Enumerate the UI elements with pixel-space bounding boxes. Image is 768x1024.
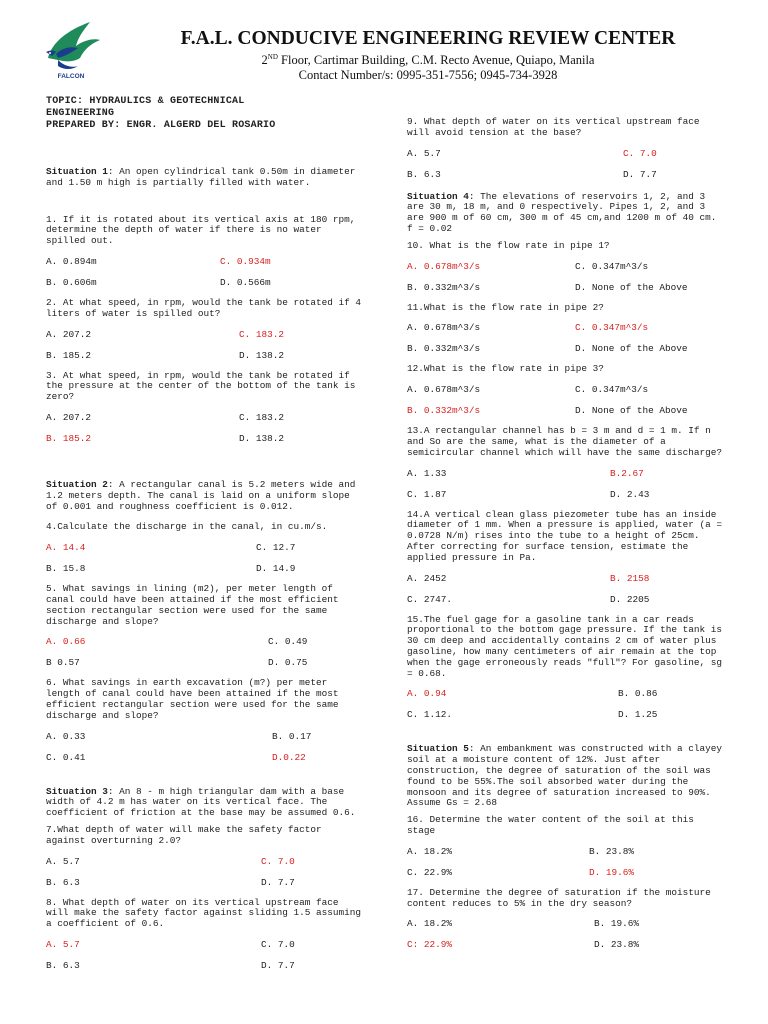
situation-5: Situation 5: An embankment was constructed with a clayey soil at a moisture content of 12%. Just after construction, the degree of saturation of the soil was found to be 55%.The soil absorbed water during the monsoon and its degree of saturation increased to 90%. Assume Gs = 2.68	[407, 743, 723, 809]
question-4-options: A. 14.4 C. 12.7 B. 15.8 D. 14.9	[46, 542, 296, 575]
question-11: 11.What is the flow rate in pipe 2?	[407, 301, 604, 313]
question-16: 16. Determine the water content of the soil at this stage	[407, 814, 694, 836]
question-8: 8. What depth of water on its vertical upstream face will make the safety factor against sliding 1.5 assuming a coefficient of 0.6.	[46, 896, 362, 930]
question-15-options: A. 0.94 B. 0.86 C. 1.12. D. 1.25	[407, 688, 658, 721]
situation-2: Situation 2: A rectangular canal is 5.2 meters wide and 1.2 meters depth. The canal is laid on a uniform slope of 0.001 and roughness coefficient is 0.012.	[46, 478, 356, 512]
contact-line: Contact Number/s: 0995-351-7556; 0945-734-3928	[298, 68, 558, 82]
question-6-options: A. 0.33 B. 0.17 C. 0.41 D.0.22	[46, 730, 312, 763]
question-5-options: A. 0.66 C. 0.49 B 0.57 D. 0.75	[46, 636, 308, 669]
question-1-options: A. 0.894m C. 0.934m B. 0.606m D. 0.566m	[46, 255, 271, 288]
org-title: F.A.L. CONDUCIVE ENGINEERING REVIEW CENTER	[180, 28, 676, 49]
question-8-options: A. 5.7 C. 7.0 B. 6.3 D. 7.7	[46, 938, 295, 971]
question-14-options: A. 2452 B. 2158 C. 2747. D. 2205	[407, 572, 650, 605]
question-12: 12.What is the flow rate in pipe 3?	[407, 363, 604, 375]
situation-4: Situation 4: The elevations of reservoirs 1, 2, and 3 are 30 m, 18 m, and 0 respectively. Pipes 1, 2, and 3 are 900 m of 60 cm, 300 m of 45 cm,and 1200 m of 40 cm. f = 0.02	[407, 190, 717, 234]
address-line: 2ND Floor, Cartimar Building, C.M. Recto Avenue, Quiapo, Manila	[261, 53, 595, 68]
question-6: 6. What savings in earth excavation (m?) per meter length of canal could have been attained if the most efficient rectangular section were used for the same discharge and slope?	[46, 677, 339, 721]
question-10-options: A. 0.678m^3/s C. 0.347m^3/s B. 0.332m^3/s D. None of the Above	[407, 260, 688, 293]
falcon-logo	[38, 18, 104, 84]
question-1: 1. If it is rotated about its vertical axis at 180 rpm, determine the depth of water if there is no water spilled out.	[46, 213, 356, 247]
right-column	[407, 117, 725, 960]
left-column	[46, 96, 362, 981]
question-16-options: A. 18.2% B. 23.8% C. 22.9% D. 19.6%	[407, 845, 635, 878]
question-4: 4.Calculate the discharge in the canal, in cu.m/s.	[46, 521, 328, 533]
question-2-options: A. 207.2 C. 183.2 B. 185.2 D. 138.2	[46, 328, 285, 361]
question-10: 10. What is the flow rate in pipe 1?	[407, 239, 610, 251]
question-7: 7.What depth of water will make the safety factor against overturning 2.0?	[46, 823, 322, 846]
question-17: 17. Determine the degree of saturation if the moisture content reduces to 5% in the dry season?	[407, 886, 711, 909]
question-9-options: A. 5.7 C. 7.0 B. 6.3 D. 7.7	[407, 147, 657, 180]
question-7-options: A. 5.7 C. 7.0 B. 6.3 D. 7.7	[46, 855, 295, 888]
question-14: 14.A vertical clean glass piezometer tube has an inside diameter of 1 mm. When a pressure is applied, water (a = 0.0728 N/m) rises into the tube to a height of 25cm. After correcting for surface tension, estimate the applied pressure in Pa.	[407, 508, 723, 563]
question-11-options: A. 0.678m^3/s C. 0.347m^3/s B. 0.332m^3/s D. None of the Above	[407, 322, 688, 355]
topic-block: TOPIC: HYDRAULICS & GEOTECHNICAL ENGINEERING PREPARED BY: ENGR. ALGERD DEL ROSARIO	[46, 96, 276, 131]
question-12-options: A. 0.678m^3/s C. 0.347m^3/s B. 0.332m^3/s D. None of the Above	[407, 384, 688, 417]
question-13-options: A. 1.33 B.2.67 C. 1.87 D. 2.43	[407, 467, 650, 500]
question-5: 5. What savings in lining (m2), per meter length of canal could have been attained if the most efficient section rectangular section were used for the same discharge and slope?	[46, 583, 339, 627]
question-17-options: A. 18.2% B. 19.6% C: 22.9% D. 23.8%	[407, 918, 640, 951]
question-2: 2. At what speed, in rpm, would the tank be rotated if 4 liters of water is spilled out?	[46, 296, 362, 319]
svg-text:FALCON: FALCON	[57, 73, 85, 80]
question-3-options: A. 207.2 C. 183.2 B. 185.2 D. 138.2	[46, 411, 285, 444]
question-13: 13.A rectangular channel has b = 3 m and d = 1 m. If n and So are the same, what is the diameter of a semicircular channel which will have the same discharge?	[407, 425, 723, 458]
question-15: 15.The fuel gage for a gasoline tank in a car reads proportional to the bottom gage pressure. If the tank is 30 cm deep and accidentally contains 2 cm of water plus gasoline, how many centimeters of air remain at the top when the gage erroneously reads "full"? For gasoline, sg = 0.68.	[407, 613, 723, 679]
situation-3: Situation 3: An 8 - m high triangular dam with a base width of 4.2 m has water on its vertical face. The coefficient of friction at the base may be assumed 0.6.	[46, 785, 356, 819]
question-9: 9. What depth of water on its vertical upstream face will avoid tension at the base?	[407, 116, 700, 138]
question-3: 3. At what speed, in rpm, would the tank be rotated if the pressure at the center of the bottom of the tank is zero?	[46, 369, 356, 403]
situation-1: Situation 1: An open cylindrical tank 0.50m in diameter and 1.50 m high is partially filled with water.	[46, 166, 356, 188]
document-header	[0, 0, 768, 92]
